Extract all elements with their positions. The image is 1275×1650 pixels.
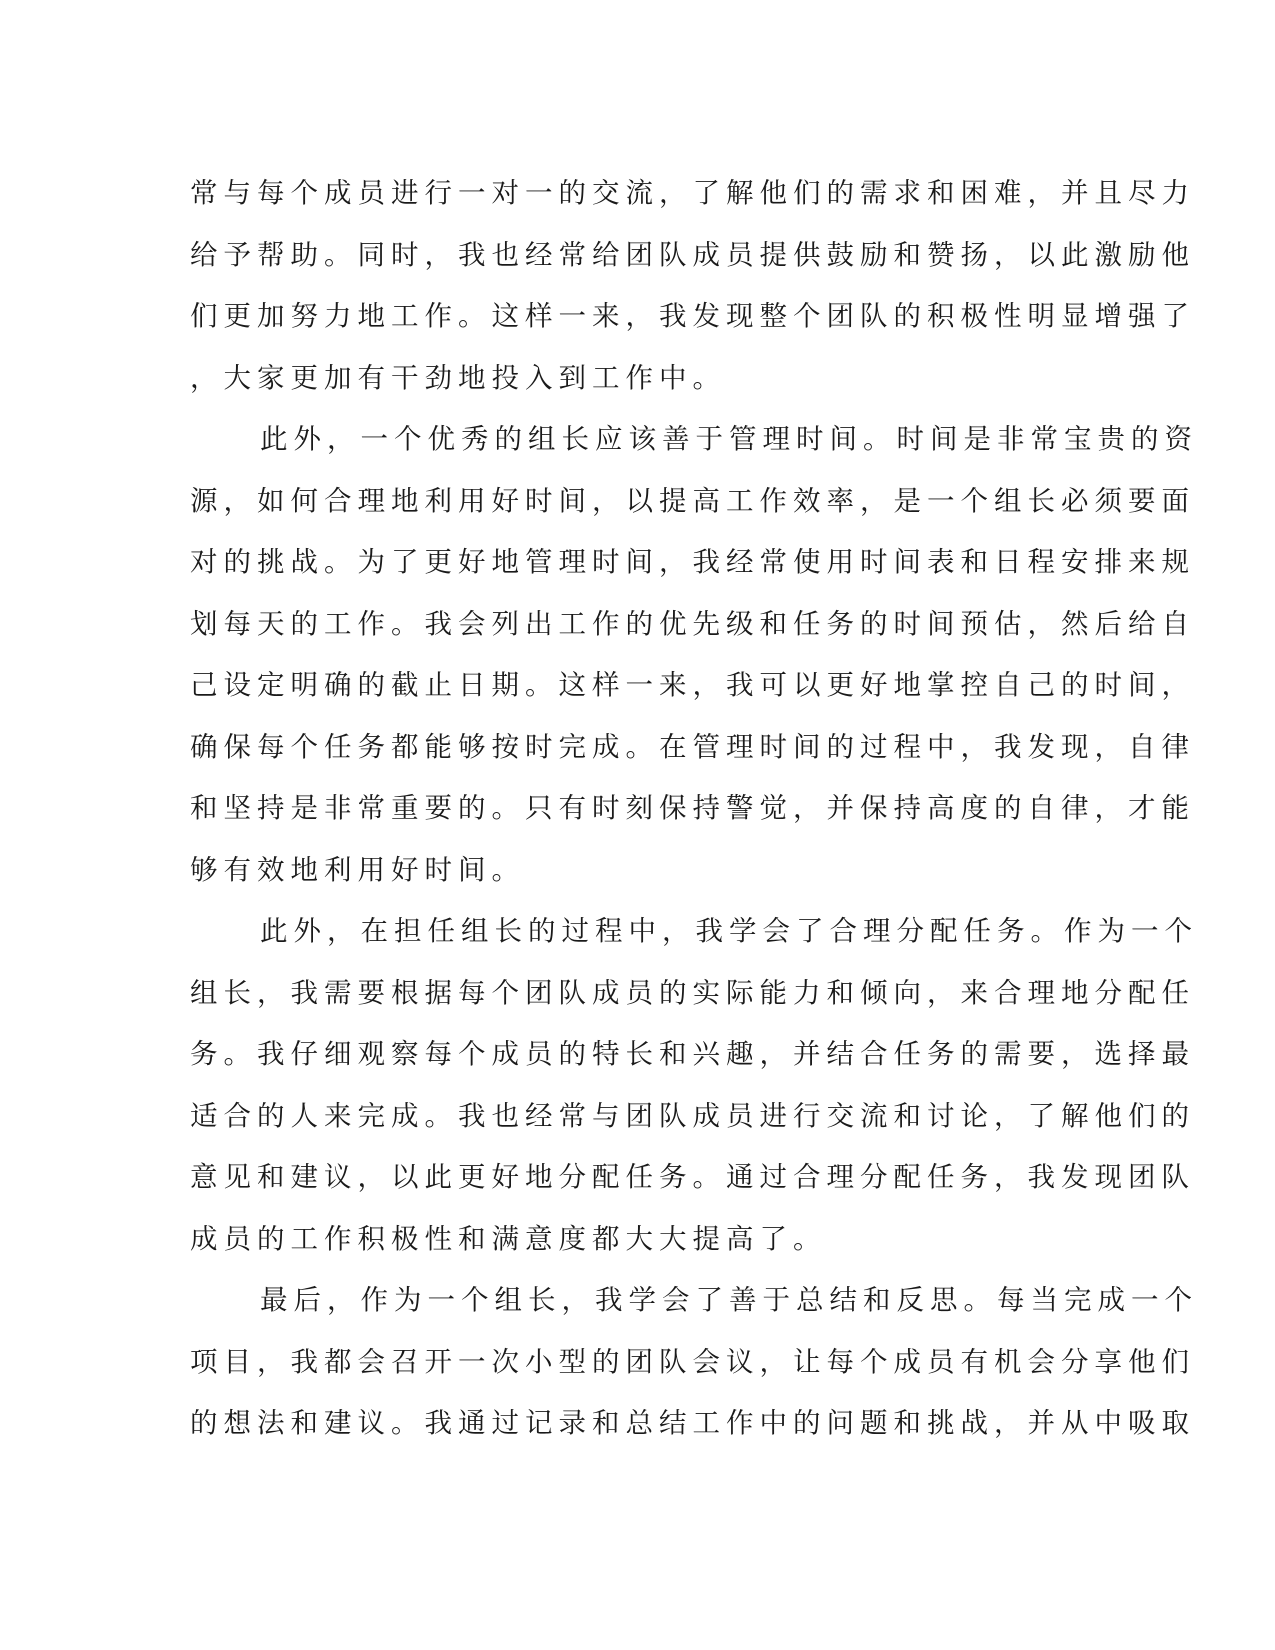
text-line: 对的挑战。为了更好地管理时间，我经常使用时间表和日程安排来规 [190, 546, 1195, 578]
text-line: 源，如何合理地利用好时间，以提高工作效率，是一个组长必须要面 [190, 484, 1195, 517]
text-line: 确保每个任务都能够按时完成。在管理时间的过程中，我发现，自律 [190, 730, 1195, 763]
body-text [190, 163, 1198, 1455]
text-line: 常与每个成员进行一对一的交流，了解他们的需求和困难，并且尽力 [190, 177, 1195, 209]
text-line: 够有效地利用好时间。 [190, 853, 525, 886]
paragraph-first-line: 最后，作为一个组长，我学会了善于总结和反思。每当完成一个 [260, 1284, 1198, 1316]
text-line: 和坚持是非常重要的。只有时刻保持警觉，并保持高度的自律，才能 [190, 792, 1195, 824]
text-line: 务。我仔细观察每个成员的特长和兴趣，并结合任务的需要，选择最 [190, 1038, 1195, 1070]
text-line: 组长，我需要根据每个团队成员的实际能力和倾向，来合理地分配任 [190, 976, 1195, 1009]
text-line: 的想法和建议。我通过记录和总结工作中的问题和挑战，并从中吸取 [190, 1407, 1195, 1439]
paragraph-first-line: 此外，一个优秀的组长应该善于管理时间。时间是非常宝贵的资 [260, 423, 1198, 455]
text-line: 己设定明确的截止日期。这样一来，我可以更好地掌控自己的时间， [190, 669, 1195, 701]
text-line: 适合的人来完成。我也经常与团队成员进行交流和讨论，了解他们的 [190, 1099, 1195, 1132]
text-line: ，大家更加有干劲地投入到工作中。 [190, 361, 726, 394]
text-line: 意见和建议，以此更好地分配任务。通过合理分配任务，我发现团队 [190, 1161, 1195, 1193]
text-line: 划每天的工作。我会列出工作的优先级和任务的时间预估，然后给自 [190, 607, 1195, 640]
text-line: 成员的工作积极性和满意度都大大提高了。 [190, 1222, 827, 1255]
paragraph-first-line: 此外，在担任组长的过程中，我学会了合理分配任务。作为一个 [260, 915, 1198, 947]
text-line: 给予帮助。同时，我也经常给团队成员提供鼓励和赞扬，以此激励他 [190, 238, 1195, 271]
text-line: 项目，我都会召开一次小型的团队会议，让每个成员有机会分享他们 [190, 1345, 1195, 1378]
text-line: 们更加努力地工作。这样一来，我发现整个团队的积极性明显增强了 [190, 300, 1195, 332]
